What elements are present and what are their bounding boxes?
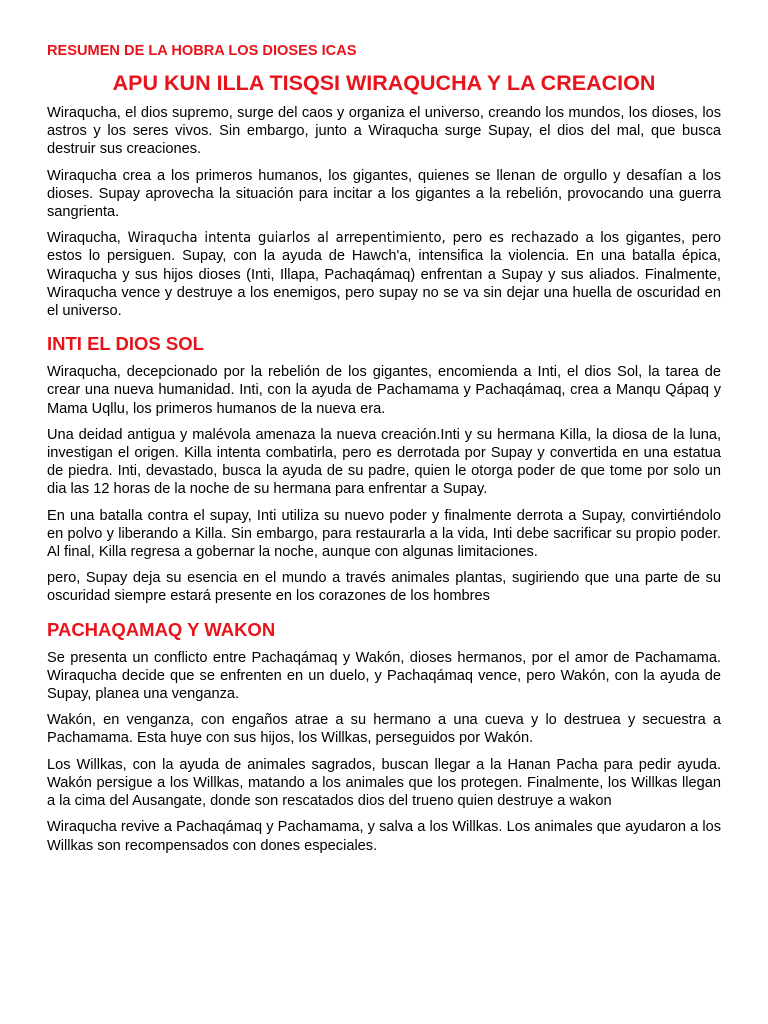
document-title: APU KUN ILLA TISQSI WIRAQUCHA Y LA CREACION	[112, 71, 656, 95]
inti-paragraph-1: Wiraqucha, decepcionado por la rebelión de los gigantes, encomienda a Inti, el dios Sol, la tarea de crear una nueva humanidad. Inti, con la ayuda de Pachamama y Pachaqámaq, crea a Manqu Qápaq y Mama Uqllu, los primeros humanos de la nueva era.	[47, 364, 721, 417]
document-kicker: RESUMEN DE LA HOBRA LOS DIOSES ICAS	[47, 43, 357, 59]
intro-paragraph-2: Wiraqucha crea a los primeros humanos, los gigantes, quienes se llenan de orgullo y desafían a los dioses. Supay aprovecha la situación para incitar a los gigantes a la rebelión, provocando una guerra sangrienta.	[47, 167, 721, 221]
document-page	[47, 42, 721, 863]
intro-paragraph-3-start: Wiraqucha,	[47, 230, 128, 247]
intro-paragraph-1: Wiraqucha, el dios supremo, surge del caos y organiza el universo, creando los mundos, los dioses, los astros y los seres vivos. Sin embargo, junto a Wiraqucha surge Supay, el dios del mal, que busca destruir sus creaciones.	[47, 105, 721, 158]
inti-paragraph-3: En una batalla contra el supay, Inti utiliza su nuevo poder y finalmente derrota a Supay, convirtiéndolo en polvo y liberando a Killa. Sin embargo, para restaurarla a la vida, Inti debe sacrificar su propio poder. Al final, Killa regresa a gobernar la noche, aunque con algunas limitaciones.	[47, 507, 721, 561]
intro-paragraph-3-mid: Wiraqucha intenta guiarlos al arrepentimiento, pero es rechazado	[127, 229, 579, 247]
inti-paragraph-4: pero, Supay deja su esencia en el mundo a través animales plantas, sugiriendo que una parte de su oscuridad siempre estará presente en los corazones de los hombres	[47, 570, 721, 605]
inti-paragraph-2: Una deidad antigua y malévola amenaza la nueva creación.Inti y su hermana Killa, la diosa de la luna, investigan el origen. Killa intenta combatirla, pero es derrotada por Supay y convertida en una estatua de piedra. Inti, devastado, busca la ayuda de su padre, quien le otorga poder de que tome por solo un dia las 12 horas de la noche de su hermana para enfrentar a Supay.	[47, 426, 721, 498]
intro-paragraph-3-end: a los gigantes, pero estos lo persiguen. Supay, con la ayuda de Hawch'a, intensifica la violencia. En una batalla épica, Wiraqucha y sus hijos dioses (Inti, Illapa, Pachaqámaq) enfrentan a Supay y sus aliados. Finalmente, Wiraqucha vence y destruye a los enemigos, pero supay no se va sin dejar una huella de oscuridad en el universo.	[47, 230, 721, 320]
pachaqamaq-paragraph-3: Los Willkas, con la ayuda de animales sagrados, buscan llegar a la Hanan Pacha para pedir ayuda. Wakón persigue a los Willkas, matando a los animales que los protegen. Finalmente, los Willkas llegan a la cima del Ausangate, donde son rescatados dios del trueno quien destruye a wakon	[47, 756, 721, 810]
pachaqamaq-paragraph-2: Wakón, en venganza, con engaños atrae a su hermano a una cueva y lo destruea y secuestra a Pachamama. Esta huye con sus hijos, los Willkas, perseguidos por Wakón.	[47, 712, 721, 747]
section-heading-inti: INTI EL DIOS SOL	[47, 333, 204, 355]
pachaqamaq-paragraph-4: Wiraqucha revive a Pachaqámaq y Pachamama, y salva a los Willkas. Los animales que ayudaron a los Willkas son recompensados con dones especiales.	[47, 819, 721, 854]
section-heading-pachaqamaq: PACHAQAMAQ Y WAKON	[47, 618, 276, 640]
intro-paragraph-3	[47, 229, 721, 320]
pachaqamaq-paragraph-1: Se presenta un conflicto entre Pachaqámaq y Wakón, dioses hermanos, por el amor de Pachamama. Wiraqucha decide que se enfrenten en un duelo, y Pachaqámaq vence, pero Wakón, con la ayuda de Supay, planea una venganza.	[47, 649, 721, 703]
